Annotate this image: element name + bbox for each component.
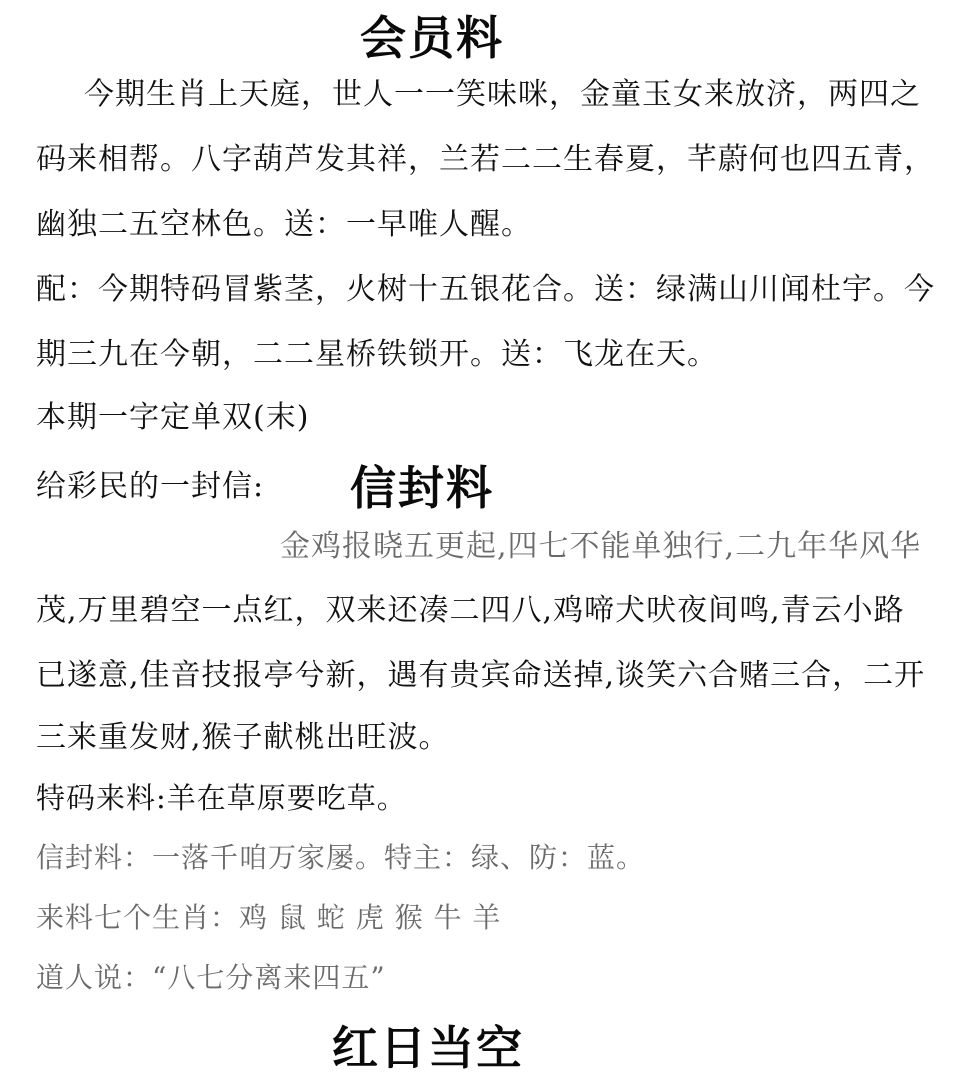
tema-line: 特码来料:羊在草原要吃草。 xyxy=(36,781,407,815)
heading-member-material: 会员料 xyxy=(360,11,504,65)
letter-line-2: 茂,万里碧空一点红，双来还凑二四八,鸡啼犬吠夜间鸣,青云小路 xyxy=(36,593,905,628)
daoren-line: 道人说：“八七分离来四五” xyxy=(36,961,386,994)
seven-zodiac-line: 来料七个生肖：鸡 鼠 蛇 虎 猴 牛 羊 xyxy=(36,901,502,934)
letter-line-1: 金鸡报晓五更起,四七不能单独行,二九年华风华 xyxy=(280,529,922,564)
letter-line-4: 三来重发财,猴子献桃出旺波。 xyxy=(36,720,450,755)
member-line-1: 今期生肖上天庭，世人一一笑味咪，金童玉女来放济，两四之 xyxy=(84,77,921,112)
letter-intro: 给彩民的一封信: xyxy=(36,469,265,504)
member-line-2: 码来相帮。八字葫芦发其祥，兰若二二生春夏，芊蔚何也四五青， xyxy=(36,142,935,177)
single-char-line: 本期一字定单双(末) xyxy=(36,400,310,435)
xinfeng-line: 信封料：一落千咱万家屡。特主：绿、防：蓝。 xyxy=(36,841,646,874)
heading-letter-material: 信封料 xyxy=(350,461,494,515)
heading-sun-in-sky: 红日当空 xyxy=(332,1021,524,1075)
pei-line-1: 配：今期特码冒紫茎，火树十五银花合。送：绿满山川闻杜宇。今 xyxy=(36,272,935,307)
member-line-3: 幽独二五空林色。送：一早唯人醒。 xyxy=(36,207,532,242)
letter-line-3: 已遂意,佳音技报亭兮新，遇有贵宾命送掉,谈笑六合赌三合，二开 xyxy=(36,658,926,693)
pei-line-2: 期三九在今朝，二二星桥铁锁开。送：飞龙在天。 xyxy=(36,337,718,372)
